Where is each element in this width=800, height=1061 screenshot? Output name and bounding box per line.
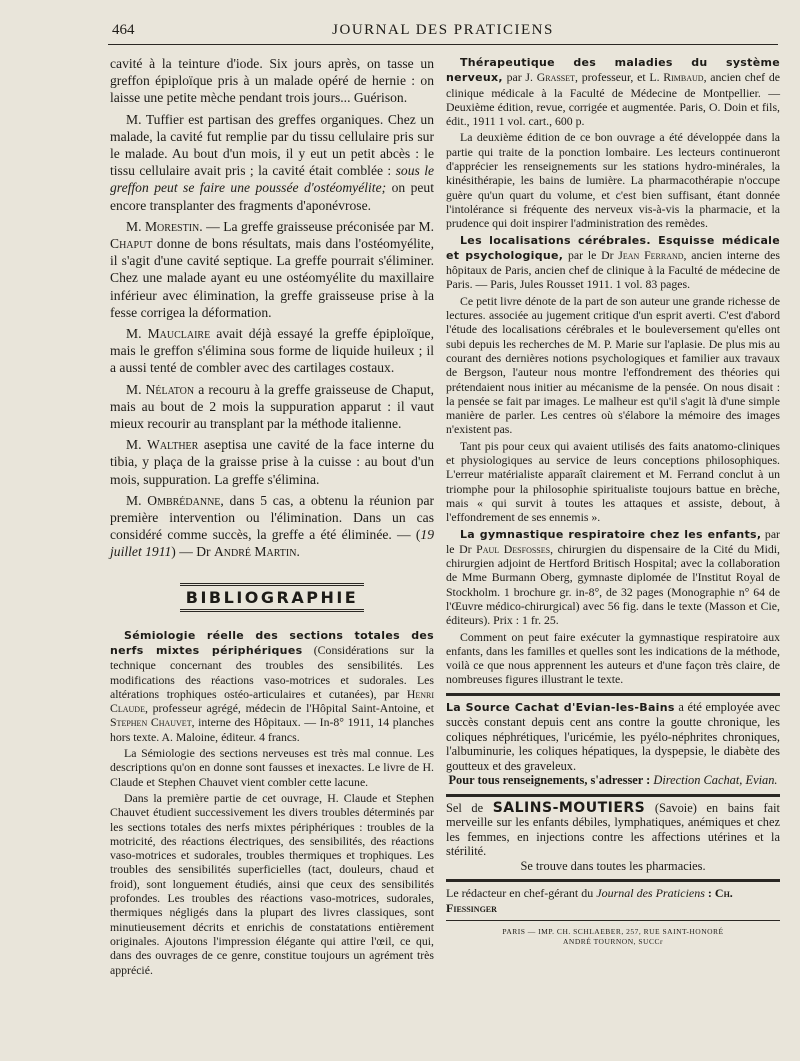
review-paragraph: La Sémiologie des sections nerveuses est très mal connue. Les descriptions qu'on en donne sont fausses et inexactes. Le livre de H. Claude et Stephen Chauvet vient combler cette lacune. xyxy=(110,746,434,789)
paragraph-greffon: cavité à la teinture d'iode. Six jours après, on tasse un greffon épiploïque pris à un malade opéré de hernie : on laisse une petite mèche pendant trois jours... Guérison. xyxy=(110,56,434,106)
paragraph-walther: M. Walther aseptisa une cavité de la face interne du tibia, y plaça de la graisse prise à la cuisse : au bout d'un mois, suppuration. La greffe s'élimina. xyxy=(110,437,434,487)
journal-title: JOURNAL DES PRATICIENS xyxy=(332,22,554,38)
page-number: 464 xyxy=(112,22,135,38)
right-column xyxy=(446,55,780,947)
salins-text: Sel de SALINS-MOUTIERS (Savoie) en bains fait merveille sur les enfants débiles, lymphatiques, anémiques et chez les femmes, en injections contre les affections utérines et la stérilité. xyxy=(446,799,780,859)
paragraph-nelaton: M. Nélaton a recouru à la greffe graisseuse de Chaput, mais au bout de 2 mois la suppuration apparut : il vaut mieux recourir au transplant par la méthode italienne. xyxy=(110,381,435,432)
advertisement-salins xyxy=(446,801,780,874)
divider xyxy=(446,693,780,696)
imprint-line: ANDRÉ TOURNON, SUCCr xyxy=(563,937,663,947)
divider xyxy=(446,794,780,797)
paragraph-morestin: M. Morestin. — La greffe graisseuse préconisée par M. Chaput donne de bons résultats, mais dans l'ostéomyélite, il s'agit d'une cavité septique. La greffe pourrait s'éliminer. Chez une malade ayant eu une ostéomyélite du maxillaire inférieur avec élimination, la greffe graisseuse prise à la fesse corrigea la déformation. xyxy=(110,218,434,320)
review-paragraph: Ce petit livre dénote de la part de son auteur une grande richesse de lectures. associée au jugement critique d'un esprit averti. C'est d'abord l'étude des localisations cérébrales et le bouleversement qu'elles ont subi depuis les recherches de M. P. Marie sur l'aplasie. De plus mis au courant des dernières notions psychologiques et familier aux travaux de Bergson, l'auteur nous montre l'effondrement des théories qui prétendaient nous initier au mécanisme de la pensée. On nous disait : la pensée se fait par images. Le malheur est qu'il s'agit là d'une simple manière de parler. Les centres où s'élabore la mémoire des images n'existent pas. xyxy=(446,293,780,437)
book-review-localisations: Les localisations cérébrales. Esquisse médicale et psychologique, par le Dr Jean Ferrand, ancien interne des hôpitaux de Paris, ancien chef de clinique à la Faculté de médecine de Paris. — Paris, Jules Rousset 1911. 1 vol. 83 pages. xyxy=(446,233,780,292)
review-paragraph: Tant pis pour ceux qui avaient utilisés des faits anatomo-cliniques et physiologiques au service de leurs conceptions philosophiques. L'erreur matérialiste apparaît clairement et M. Ferrand conclut à un triomphe pour la philosophie spiritualiste toujours battue en brèche, mais « qui survit à toutes les attaques et assiste, debout, à l'effondrement de ses ennemis ». xyxy=(446,438,780,525)
paragraph-mauclaire: M. Mauclaire avait déjà essayé la greffe épiploïque, mais le greffon s'élimina sous forme de liquide huileux ; il a aussi tenté de combler avec des cartilages costaux. xyxy=(110,326,434,376)
advertisement-cachat xyxy=(446,700,780,788)
salins-availability: Se trouve dans toutes les pharmacies. xyxy=(520,858,706,873)
editor-credit: Le rédacteur en chef-gérant du Journal des Praticiens : Ch. Fiessinger xyxy=(446,886,733,916)
bibliography-heading-block xyxy=(110,583,434,612)
paragraph-ombredanne: M. Ombrédanne, dans 5 cas, a obtenu la réunion par première intervention ou l'élimination. Dans un cas considéré comme succès, la greffe a été éliminée. — (19 juillet 1911) — Dr André Martin. xyxy=(110,492,434,560)
paragraph-tuffier: M. Tuffier est partisan des greffes organiques. Chez un malade, la cavité fut remplie par du tissu cellulaire pris sur le malade. Au bout d'un mois, il y eut un petit abcès : le tissu cellulaire avait pris ; la cavité était comblée : sous le greffon peut se faire une poussée d'ostéomyélite; on peut encore transplanter des fragments d'aponévrose. xyxy=(110,111,434,213)
printer-imprint xyxy=(446,927,780,947)
review-paragraph: Dans la première partie de cet ouvrage, H. Claude et Stephen Chauvet étudient successivement les divers troubles déterminés par les sections totales des nerfs mixtes périphériques : troubles de la motricité, des réactions électriques, des sensibilités, des réactions vaso-motrices et sudorales, troubles thermiques et trophiques. Les troubles des sensibilités superficielles (tact, douleurs, chaud et froid), sont longuement étudiés, ainsi que ceux des sensibilités profondes. Les troubles des réactions vaso-motrices, sudorales, thermiques négligés dans la plupart des livres classiques, sont minutieusement décrits et enrichis de constatations entièrement originales. Ajoutons l'impression élégante qui attire l'œil, ce qui, dans des ouvrages de ce genre, constitue toujours un agrément très apprécié. xyxy=(110,790,434,977)
book-review-semiologie: Sémiologie réelle des sections totales des nerfs mixtes périphériques (Considérations sur la technique concernant des troubles des sensibilités. Les modifications des réactions vaso-motrices et sudorales. Les altérations trophiques ostéo-articulaires et cutanées), par Henri Claude, professeur agrégé, médecin de l'Hôpital Saint-Antoine, et Stephen Chauvet, interne des Hôpitaux. — In-8° 1911, 14 planches hors texte. A. Maloine, éditeur. 4 francs. xyxy=(110,628,434,744)
page-header xyxy=(108,20,778,45)
cachat-contact: Pour tous renseignements, s'adresser : Direction Cachat, Evian. xyxy=(448,773,778,788)
divider xyxy=(446,920,780,921)
book-review-gymnastique: La gymnastique respiratoire chez les enfants, par le Dr Paul Desfosses, chirurgien du dispensaire de la Cité du Midi, chirurgien adjoint de Hertford Britisch Hospital; avec la collaboration de Mme Burmann Oberg, gymnaste diplomée de l'Institut Royal de Stockholm. 1 brochure gr. in-8°, de 32 pages (Monographie n° 64 de l'Œuvre médico-chirurgical) avec 56 fig. dans le texte (Masson et Cie, éditeurs). Prix : 1 fr. 25. xyxy=(446,526,780,628)
cachat-text: La Source Cachat d'Evian-les-Bains a été employée avec succès constant depuis cent ans contre la goutte chronique, les coliques néphrétiques, l'uricémie, les pyélo-néphrites chroniques, l'albuminurie, les coliques hépatiques, la dyspepsie, le diabète des goutteux et des graveleux. xyxy=(446,699,780,773)
imprint-line: PARIS — IMP. CH. SCHLAEBER, 257, RUE SAINT-HONORÉ xyxy=(502,927,724,937)
review-paragraph: Comment on peut faire exécuter la gymnastique respiratoire aux enfants, dans les familles et quelles sont les indications de la méthode, voilà ce que nous apprennent les auteurs et d'une façon très claire, de nombreuses figures illustrant le texte. xyxy=(446,629,780,687)
divider xyxy=(446,879,780,882)
book-review-therapeutique: Thérapeutique des maladies du système nerveux, par J. Grasset, professeur, et L. Rimbaud, ancien chef de clinique médicale à la Faculté de Médecine de Montpellier. — Deuxième édition, revue, corrigée et augmentée. Paris, O. Doin et fils, édit., 1911 1 vol. cart., 600 p. xyxy=(446,56,780,129)
bibliography-heading: BIBLIOGRAPHIE xyxy=(180,583,364,612)
review-paragraph: La deuxième édition de ce bon ouvrage a été développée dans la partie qui traite de la ponction lombaire. Les lecteurs continueront d'apprécier les renseignements sur les stations hydro-minérales, la kinésithérapie, les bains de lumière. La pharmacothérapie n'occupe guère qu'un quart du volume, et c'est bien suffisant, étant donnée l'intolérance si fréquente des nerveux vis-à-vis la pharmacie, et la prudence qui doit inspirer l'administration des remèdes. xyxy=(446,130,780,231)
left-column xyxy=(110,55,434,979)
